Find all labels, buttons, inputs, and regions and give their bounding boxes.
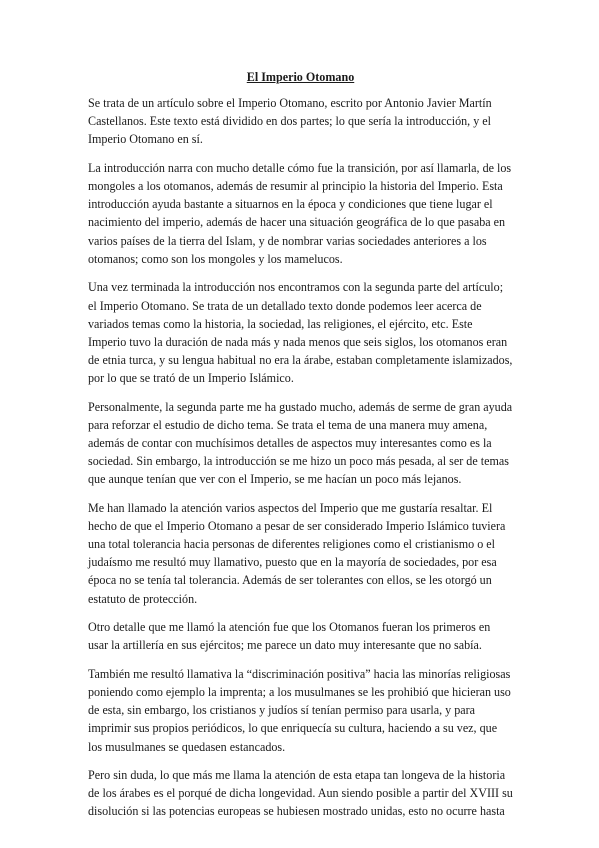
paragraph-artillery: Otro detalle que me llamó la atención fue que los Otomanos fueran los primeros en usar la artillería en sus ejércitos; me parece un dato muy interesante que no sabía. <box>88 620 491 653</box>
document-title: El Imperio Otomano <box>246 70 355 84</box>
paragraph-printing-press: También me resultó llamativa la “discriminación positiva” hacia las minorías religiosas poniendo como ejemplo la imprenta; a los musulmanes se les prohibió que hicieran uso de esta, sin embargo, los cristianos y judíos sí tenían permiso para usarla, y para imprimir sus propios periódicos, lo que enriquecía su cultura, haciendo a su vez, que los musulmanes se quedasen estancados. <box>88 666 511 754</box>
paragraph-tolerance: Me han llamado la atención varios aspectos del Imperio que me gustaría resaltar. El hecho de que el Imperio Otomano a pesar de ser considerado Imperio Islámico tuviera una total tolerancia hacia personas de diferentes religiones como el cristianismo o el judaísmo me resultó muy llamativo, puesto que en la mayoría de sociedades, por esa época no se tenía tal tolerancia. Además de ser tolerantes con ellos, se les otorgó un estatuto de protección. <box>88 500 506 606</box>
paragraph-intro: Se trata de un artículo sobre el Imperio Otomano, escrito por Antonio Javier Martín Castellanos. Este texto está dividido en dos partes; lo que sería la introducción, y el Imperio Otomano en sí. <box>88 96 492 147</box>
paragraph-introduction-summary: La introducción narra con mucho detalle cómo fue la transición, por así llamarla, de los mongoles a los otomanos, además de resumir al principio la historia del Imperio. Esta introducción ayuda bastante a situarnos en la época y condiciones que tiene lugar el nacimiento del imperio, además de hacer una situación geográfica de lo que pasaba en varios países de la tierra del Islam, y de nombrar varias sociedades anteriores a los otomanos; como son los mongoles y los mamelucos. <box>88 161 512 266</box>
paragraph-second-part: Una vez terminada la introducción nos encontramos con la segunda parte del artículo; el Imperio Otomano. Se trata de un detallado texto donde podemos leer acerca de variados temas como la historia, la sociedad, las religiones, el ejército, etc. Este Imperio tuvo la duración de nada más y nada menos que seis siglos, los otomanos eran de etnia turca, y su lengua habitual no era la árabe, estaban completamente islamizados, por lo que se trató de un Imperio Islámico. <box>88 280 513 386</box>
document-page <box>88 68 513 831</box>
paragraph-longevity: Pero sin duda, lo que más me llama la atención de esta etapa tan longeva de la historia de los árabes es el porqué de dicha longevidad. Aun siendo posible a partir del XVIII su disolución si las potencias europeas se hubiesen mostrado unidas, esto no ocurre hasta <box>88 768 513 819</box>
paragraph-personal-opinion: Personalmente, la segunda parte me ha gustado mucho, además de serme de gran ayuda para reforzar el estudio de dicho tema. Se trata el tema de una manera muy amena, además de contar con muchísimos detalles de aspectos muy interesantes como es la sociedad. Sin embargo, la introducción se me hizo un poco más pesada, al ser de temas que aunque tenían que ver con el Imperio, se me hacían un poco más lejanos. <box>88 399 513 487</box>
